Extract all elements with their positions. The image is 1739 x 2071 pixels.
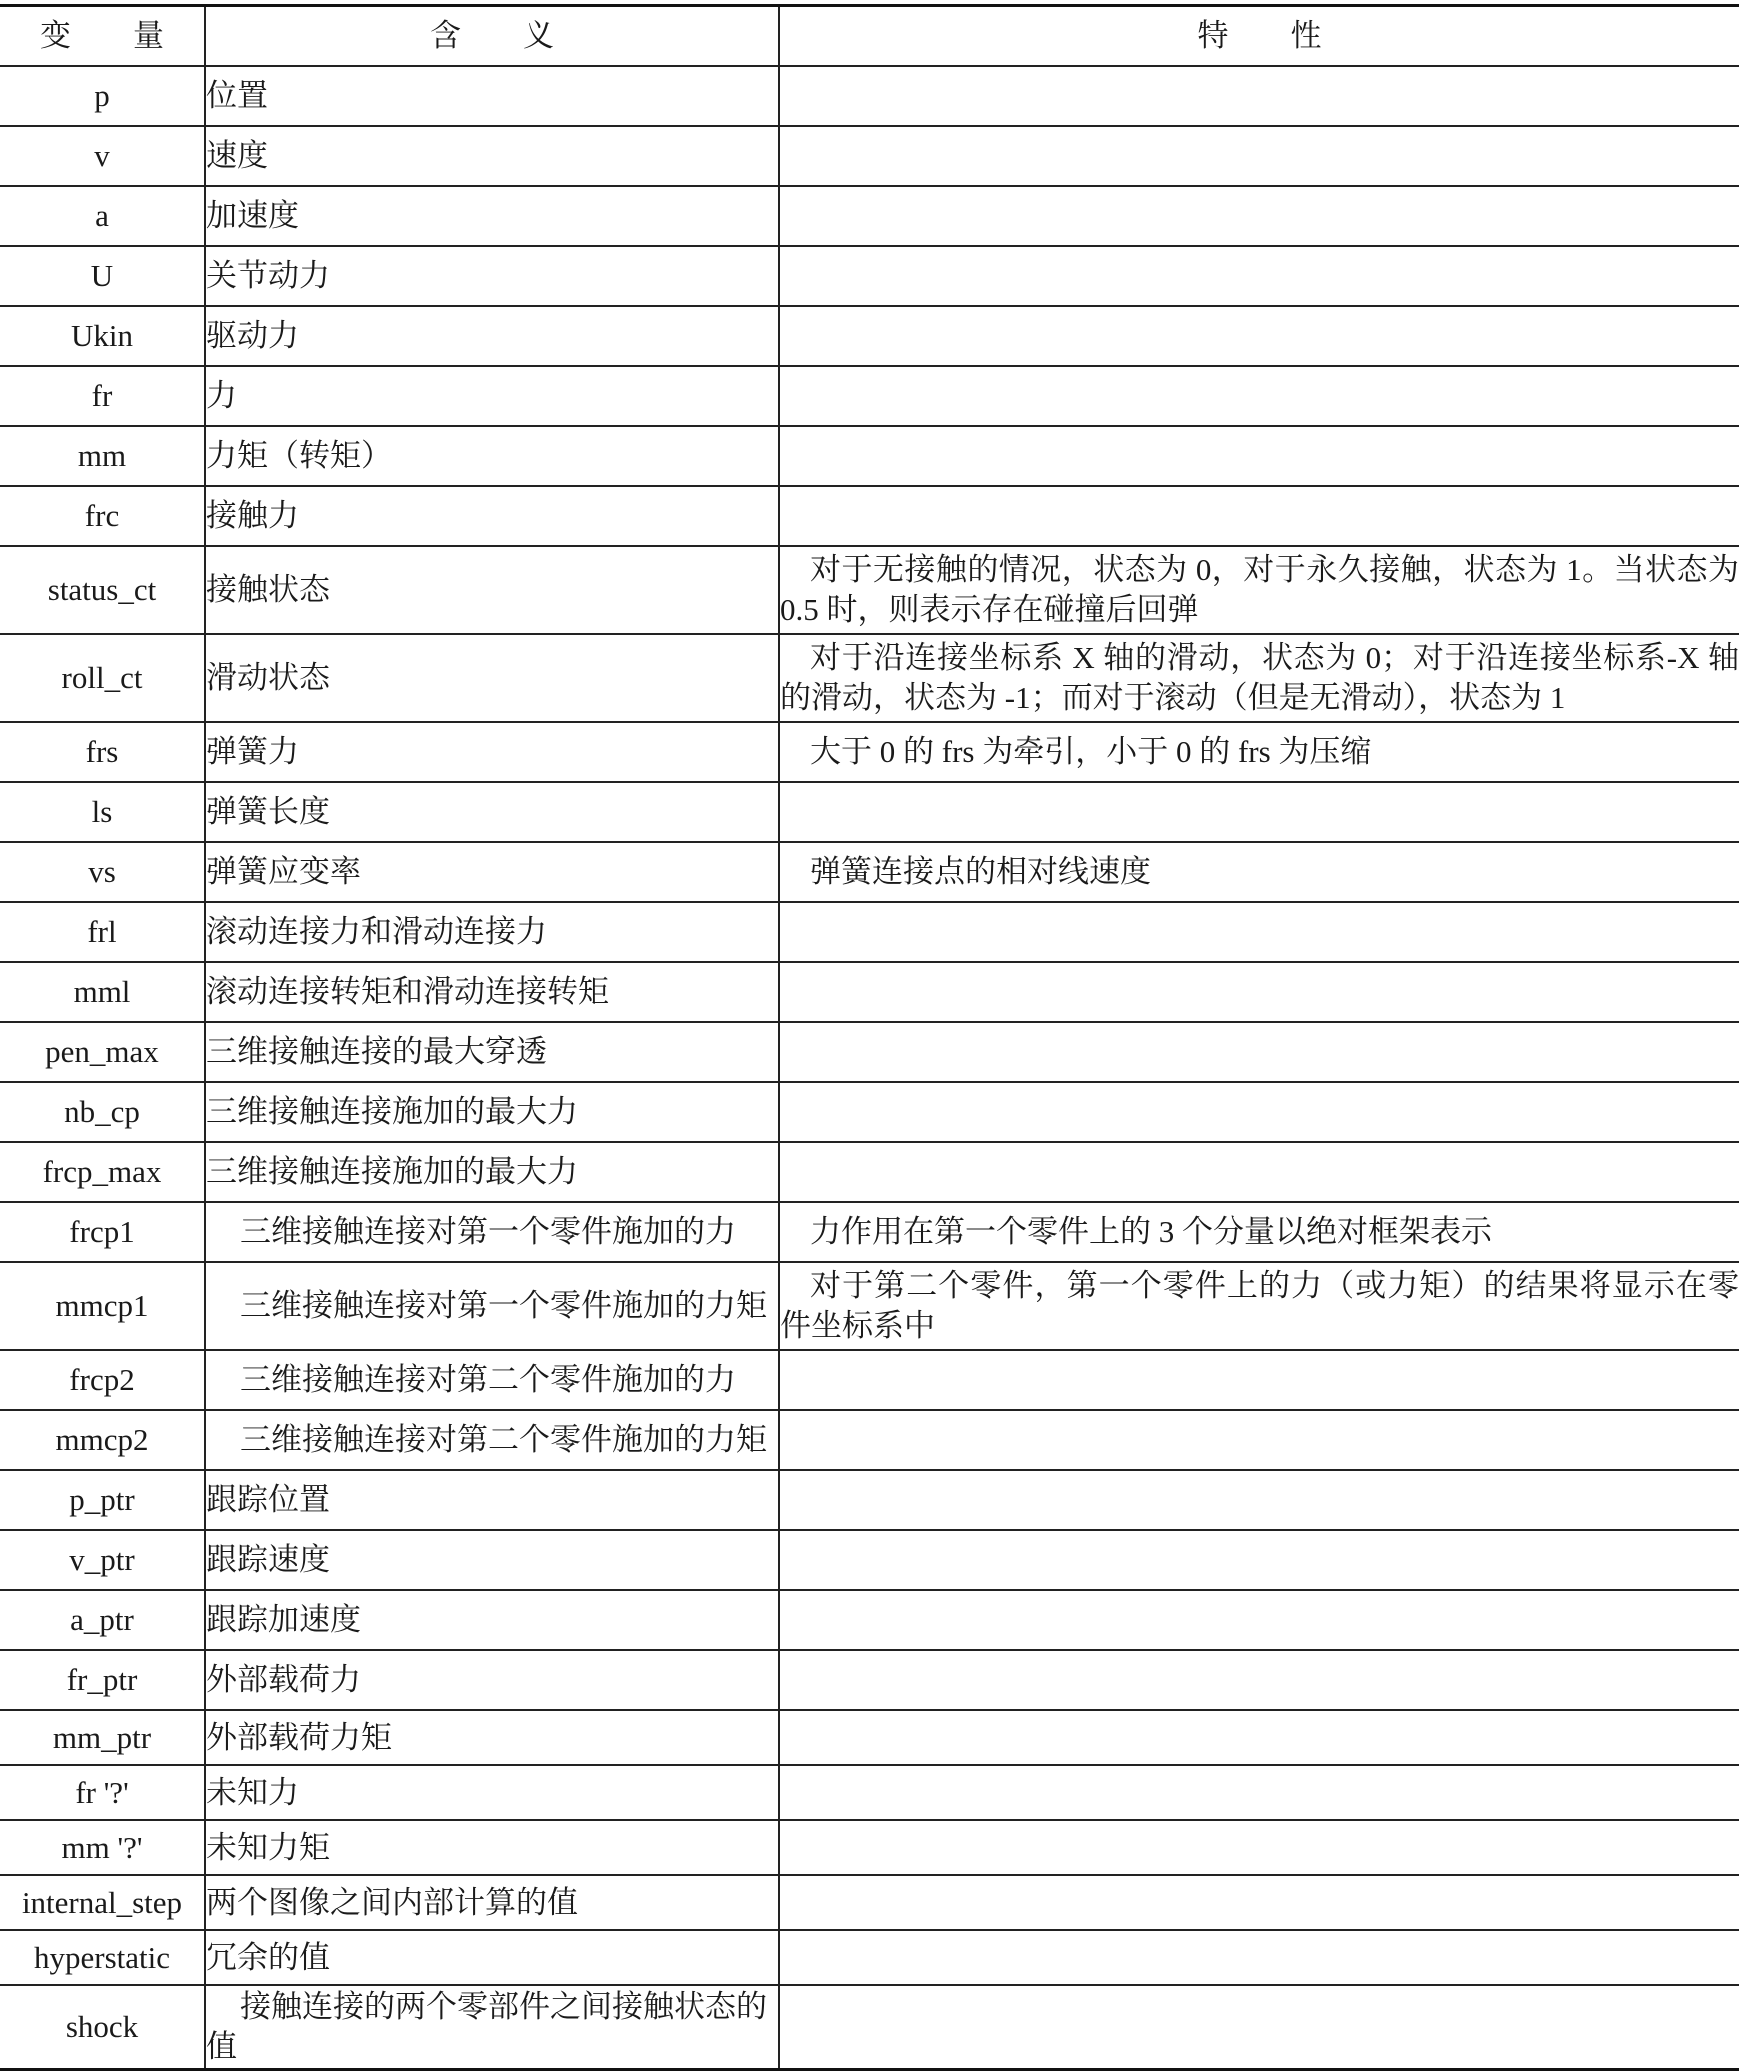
- cell-meaning: [205, 722, 779, 782]
- table-row: [0, 1650, 1739, 1710]
- cell-variable: nb_cp: [0, 1082, 205, 1142]
- cell-property-text: 力作用在第一个零件上的 3 个分量以绝对框架表示: [810, 1214, 1492, 1249]
- table-row: [0, 962, 1739, 1022]
- cell-meaning: [205, 902, 779, 962]
- cell-meaning: [205, 1350, 779, 1410]
- cell-property: [779, 426, 1739, 486]
- cell-property-text: 对于沿连接坐标系 X 轴的滑动，状态为 0；对于沿连接坐标系-X 轴的滑动，状态为 -1；而对于滚动（但是无滑动），状态为 1: [780, 640, 1739, 715]
- cell-meaning: [205, 66, 779, 126]
- cell-variable: frs: [0, 722, 205, 782]
- cell-property: [779, 1530, 1739, 1590]
- cell-variable: roll_ct: [0, 634, 205, 722]
- cell-variable: frcp2: [0, 1350, 205, 1410]
- table-header-row: [0, 6, 1739, 67]
- cell-variable: frc: [0, 486, 205, 546]
- cell-meaning-text: 位置: [206, 78, 268, 113]
- cell-property: [779, 722, 1739, 782]
- cell-variable: p: [0, 66, 205, 126]
- cell-variable: mm_ptr: [0, 1710, 205, 1765]
- cell-property: [779, 486, 1739, 546]
- cell-meaning-text: 两个图像之间内部计算的值: [206, 1884, 578, 1920]
- cell-property: [779, 1470, 1739, 1530]
- cell-variable: internal_step: [0, 1875, 205, 1930]
- table-row: [0, 246, 1739, 306]
- cell-meaning: [205, 1590, 779, 1650]
- cell-meaning: [205, 126, 779, 186]
- variable-table: [0, 4, 1739, 2071]
- cell-meaning-text: 未知力矩: [206, 1829, 330, 1865]
- table-row: [0, 1985, 1739, 2069]
- table-row: [0, 1710, 1739, 1765]
- cell-meaning: [205, 1262, 779, 1350]
- cell-meaning-text: 三维接触连接对第二个零件施加的力: [240, 1362, 736, 1397]
- cell-variable: hyperstatic: [0, 1930, 205, 1985]
- cell-property: [779, 1022, 1739, 1082]
- cell-meaning: [205, 1142, 779, 1202]
- cell-meaning: [205, 634, 779, 722]
- cell-property: [779, 1410, 1739, 1470]
- table-row: [0, 546, 1739, 634]
- cell-property: [779, 1875, 1739, 1930]
- cell-meaning-text: 加速度: [206, 198, 299, 233]
- cell-property-text: 对于无接触的情况，状态为 0，对于永久接触，状态为 1。当状态为 0.5 时，则表示存在碰撞后回弹: [780, 552, 1739, 627]
- cell-variable: mm: [0, 426, 205, 486]
- cell-meaning-text: 弹簧力: [206, 734, 299, 769]
- table-row: [0, 1930, 1739, 1985]
- cell-meaning: [205, 962, 779, 1022]
- cell-variable: frcp1: [0, 1202, 205, 1262]
- cell-property: [779, 246, 1739, 306]
- cell-property: [779, 902, 1739, 962]
- cell-meaning-text: 外部载荷力矩: [206, 1719, 392, 1755]
- cell-meaning: [205, 1082, 779, 1142]
- table-row: [0, 1875, 1739, 1930]
- cell-property: [779, 66, 1739, 126]
- table-row: [0, 1590, 1739, 1650]
- table-row: [0, 426, 1739, 486]
- cell-property-text: 对于第二个零件，第一个零件上的力（或力矩）的结果将显示在零件坐标系中: [780, 1268, 1739, 1343]
- cell-meaning-text: 滚动连接转矩和滑动连接转矩: [206, 974, 609, 1009]
- cell-variable: mmcp2: [0, 1410, 205, 1470]
- cell-property: [779, 1710, 1739, 1765]
- cell-meaning-text: 弹簧长度: [206, 794, 330, 829]
- cell-property: [779, 1590, 1739, 1650]
- table-row: [0, 722, 1739, 782]
- cell-meaning: [205, 1930, 779, 1985]
- table-row: [0, 1530, 1739, 1590]
- cell-meaning-text: 三维接触连接对第一个零件施加的力矩: [240, 1288, 767, 1323]
- cell-meaning-text: 三维接触连接对第一个零件施加的力: [240, 1214, 736, 1249]
- cell-property-text: 大于 0 的 frs 为牵引，小于 0 的 frs 为压缩: [810, 734, 1372, 769]
- cell-meaning-text: 三维接触连接对第二个零件施加的力矩: [240, 1422, 767, 1457]
- cell-variable: Ukin: [0, 306, 205, 366]
- variable-table-container: [0, 4, 1739, 2071]
- cell-meaning: [205, 306, 779, 366]
- cell-variable: fr_ptr: [0, 1650, 205, 1710]
- cell-meaning: [205, 782, 779, 842]
- cell-meaning: [205, 1985, 779, 2069]
- header-meaning: 含 义: [205, 6, 779, 67]
- cell-property: [779, 186, 1739, 246]
- cell-variable: frcp_max: [0, 1142, 205, 1202]
- table-row: [0, 842, 1739, 902]
- table-row: [0, 634, 1739, 722]
- cell-property: [779, 366, 1739, 426]
- header-property: 特 性: [779, 6, 1739, 67]
- cell-variable: p_ptr: [0, 1470, 205, 1530]
- cell-variable: U: [0, 246, 205, 306]
- cell-meaning: [205, 1202, 779, 1262]
- cell-property: [779, 546, 1739, 634]
- table-row: [0, 1082, 1739, 1142]
- table-row: [0, 186, 1739, 246]
- cell-variable: mmcp1: [0, 1262, 205, 1350]
- cell-variable: v_ptr: [0, 1530, 205, 1590]
- table-row: [0, 1350, 1739, 1410]
- cell-property: [779, 126, 1739, 186]
- cell-variable: fr: [0, 366, 205, 426]
- cell-meaning: [205, 1765, 779, 1820]
- cell-meaning: [205, 1410, 779, 1470]
- cell-property: [779, 1262, 1739, 1350]
- table-row: [0, 1410, 1739, 1470]
- cell-property: [779, 1650, 1739, 1710]
- cell-meaning-text: 弹簧应变率: [206, 854, 361, 889]
- table-row: [0, 126, 1739, 186]
- cell-meaning: [205, 246, 779, 306]
- table-row: [0, 1142, 1739, 1202]
- table-row: [0, 1022, 1739, 1082]
- cell-variable: status_ct: [0, 546, 205, 634]
- cell-property: [779, 842, 1739, 902]
- table-row: [0, 66, 1739, 126]
- table-row: [0, 1820, 1739, 1875]
- cell-meaning: [205, 1650, 779, 1710]
- cell-meaning-text: 跟踪位置: [206, 1482, 330, 1517]
- cell-variable: vs: [0, 842, 205, 902]
- cell-property: [779, 1985, 1739, 2069]
- cell-meaning: [205, 366, 779, 426]
- cell-variable: pen_max: [0, 1022, 205, 1082]
- cell-meaning-text: 驱动力: [206, 318, 299, 353]
- cell-variable: fr '?': [0, 1765, 205, 1820]
- cell-variable: mm '?': [0, 1820, 205, 1875]
- cell-meaning: [205, 1820, 779, 1875]
- cell-property-text: 弹簧连接点的相对线速度: [810, 854, 1151, 889]
- header-variable: 变 量: [0, 6, 205, 67]
- cell-property: [779, 962, 1739, 1022]
- cell-property: [779, 1142, 1739, 1202]
- cell-meaning-text: 关节动力: [206, 258, 330, 293]
- cell-meaning-text: 接触力: [206, 498, 299, 533]
- table-row: [0, 1470, 1739, 1530]
- cell-meaning: [205, 1710, 779, 1765]
- cell-meaning-text: 接触状态: [206, 572, 330, 607]
- cell-variable: a: [0, 186, 205, 246]
- cell-variable: shock: [0, 1985, 205, 2069]
- cell-property: [779, 1765, 1739, 1820]
- table-row: [0, 306, 1739, 366]
- cell-meaning: [205, 546, 779, 634]
- table-row: [0, 782, 1739, 842]
- cell-meaning-text: 接触连接的两个零部件之间接触状态的值: [206, 1988, 767, 2064]
- cell-meaning: [205, 186, 779, 246]
- cell-meaning: [205, 842, 779, 902]
- cell-meaning-text: 速度: [206, 138, 268, 173]
- cell-meaning: [205, 1530, 779, 1590]
- cell-property: [779, 306, 1739, 366]
- cell-meaning: [205, 1875, 779, 1930]
- cell-meaning-text: 三维接触连接施加的最大力: [206, 1154, 578, 1189]
- cell-property: [779, 1350, 1739, 1410]
- cell-meaning: [205, 1022, 779, 1082]
- table-row: [0, 486, 1739, 546]
- cell-property: [779, 1202, 1739, 1262]
- cell-meaning-text: 三维接触连接的最大穿透: [206, 1034, 547, 1069]
- cell-property: [779, 634, 1739, 722]
- cell-meaning-text: 滚动连接力和滑动连接力: [206, 914, 547, 949]
- table-row: [0, 1765, 1739, 1820]
- cell-meaning: [205, 426, 779, 486]
- cell-meaning-text: 滑动状态: [206, 660, 330, 695]
- cell-meaning-text: 力: [206, 378, 237, 413]
- cell-meaning-text: 未知力: [206, 1774, 299, 1810]
- cell-meaning-text: 力矩（转矩）: [206, 438, 392, 473]
- cell-variable: mml: [0, 962, 205, 1022]
- cell-meaning-text: 冗余的值: [206, 1939, 330, 1975]
- cell-property: [779, 1082, 1739, 1142]
- table-row: [0, 366, 1739, 426]
- cell-property: [779, 782, 1739, 842]
- cell-meaning-text: 跟踪速度: [206, 1542, 330, 1577]
- cell-meaning-text: 外部载荷力: [206, 1662, 361, 1697]
- cell-meaning-text: 跟踪加速度: [206, 1602, 361, 1637]
- table-row: [0, 1262, 1739, 1350]
- table-row: [0, 902, 1739, 962]
- cell-variable: ls: [0, 782, 205, 842]
- cell-meaning: [205, 1470, 779, 1530]
- cell-property: [779, 1930, 1739, 1985]
- cell-variable: frl: [0, 902, 205, 962]
- cell-meaning: [205, 486, 779, 546]
- cell-variable: v: [0, 126, 205, 186]
- cell-meaning-text: 三维接触连接施加的最大力: [206, 1094, 578, 1129]
- table-row: [0, 1202, 1739, 1262]
- cell-property: [779, 1820, 1739, 1875]
- cell-variable: a_ptr: [0, 1590, 205, 1650]
